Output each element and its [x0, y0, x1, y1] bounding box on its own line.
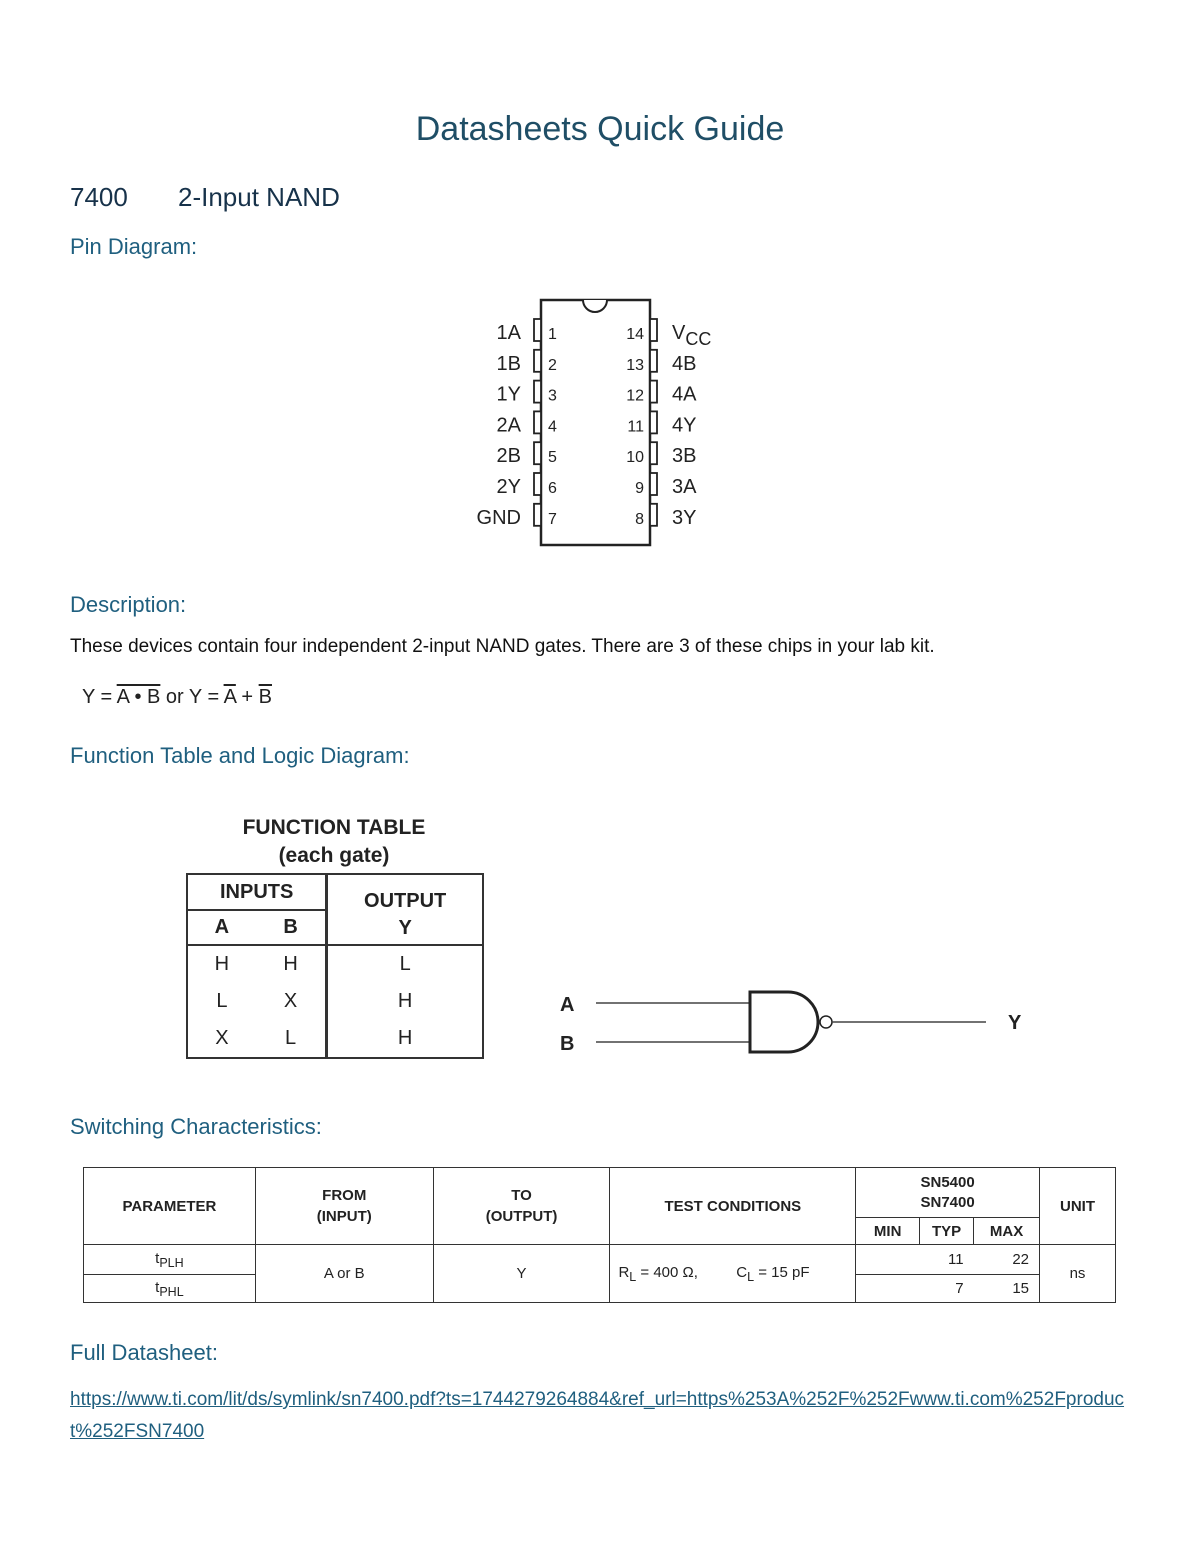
pin-label: 1A: [496, 322, 521, 344]
pin-label-subscript: CC: [685, 329, 712, 349]
pin-lead: [650, 442, 657, 464]
pin-lead: [650, 411, 657, 433]
pin-number: 10: [626, 449, 644, 467]
pin-label: 2B: [496, 445, 521, 468]
pin-number: 14: [626, 326, 644, 343]
function-table: [186, 873, 484, 1059]
pin-number: 1: [548, 326, 557, 343]
output-header: [327, 874, 483, 945]
table-row: [84, 1245, 1116, 1275]
max-header: MAX: [974, 1218, 1040, 1245]
to-value: Y: [433, 1245, 610, 1303]
formula-b-bar: $\overline{B}$: [258, 686, 272, 708]
from-header: FROM (INPUT): [255, 1168, 433, 1245]
col-y-header: Y: [398, 917, 412, 939]
pin-lead: [534, 473, 541, 495]
to-header: TO (OUTPUT): [433, 1168, 610, 1245]
formula-or: or: [160, 686, 189, 708]
cell-a: X: [187, 1020, 256, 1058]
tplh-min: [856, 1245, 920, 1275]
function-table-title-text: FUNCTION TABLE: [242, 816, 426, 839]
datasheet-link[interactable]: https://www.ti.com/lit/ds/symlink/sn7400.pdf?ts=1744279264884&ref_url=https%253A%252F%252Fwww.ti.com%252Fproduct%252FSN7400: [70, 1389, 1125, 1442]
function-table-heading: Function Table and Logic Diagram:: [70, 743, 410, 768]
table-row: [187, 945, 483, 983]
tplh-max: 22: [974, 1245, 1040, 1275]
parameter-header: PARAMETER: [84, 1168, 256, 1245]
pin-label: 1Y: [496, 383, 521, 406]
nand-inverter-bubble: [820, 1016, 832, 1028]
pin-number: 9: [635, 480, 644, 497]
formula-lhs: Y =: [82, 686, 117, 708]
pin-number: 4: [548, 418, 557, 436]
rl-label: R: [618, 1263, 630, 1281]
chip-heading: [70, 182, 340, 213]
pin-label: 2Y: [496, 476, 521, 498]
table-row: [187, 983, 483, 1020]
nand-logic-diagram: [550, 980, 1040, 1060]
from-value: A or B: [255, 1245, 433, 1303]
pin-label: 1B: [496, 352, 521, 375]
col-a-header: A: [187, 910, 256, 945]
pin-number: 5: [548, 449, 557, 467]
cell-a: H: [187, 945, 256, 983]
pin-lead: [534, 504, 541, 526]
pin-diagram-heading: Pin Diagram:: [70, 234, 198, 259]
param-tplh: [84, 1245, 256, 1275]
table-row: [187, 1020, 483, 1058]
unit-header: UNIT: [1040, 1168, 1116, 1245]
pin-diagram: [440, 290, 760, 560]
device-header: SN5400 SN7400: [856, 1168, 1040, 1218]
cl-label: C: [736, 1263, 748, 1281]
pin-lead: [534, 411, 541, 433]
cell-y: L: [327, 945, 483, 983]
formula-term-ab: A • B: [116, 686, 161, 708]
function-table-title: [186, 814, 482, 870]
formula-lhs2: Y =: [188, 686, 224, 708]
full-datasheet-heading: Full Datasheet:: [70, 1340, 218, 1365]
chip-number: 7400: [70, 182, 128, 212]
param-tphl: [84, 1275, 256, 1303]
pin-number: 7: [548, 510, 557, 528]
param-symbol: t: [155, 1249, 160, 1267]
pin-lead: [534, 381, 541, 403]
pin-label: 3Y: [672, 506, 697, 529]
pin-label: GND: [476, 506, 521, 529]
param-subscript: PHL: [159, 1284, 184, 1299]
pin-number: 2: [548, 356, 557, 374]
pin-number: 3: [548, 387, 557, 405]
cl-subscript: L: [747, 1269, 755, 1284]
cell-b: X: [283, 990, 298, 1012]
chip-notch: [583, 300, 607, 312]
pin-label: 4B: [672, 352, 697, 375]
pin-number: 8: [635, 510, 644, 528]
inputs-header: INPUTS: [187, 874, 327, 910]
pin-lead: [534, 319, 541, 341]
pin-lead: [650, 504, 657, 526]
pin-lead: [650, 381, 657, 403]
typ-header: TYP: [920, 1218, 974, 1245]
pin-lead: [650, 319, 657, 341]
min-header: MIN: [856, 1218, 920, 1245]
pin-label: 4A: [672, 383, 697, 406]
pin-number: 11: [627, 418, 644, 436]
pin-lead: [534, 350, 541, 372]
function-table-subtitle: (each gate): [278, 844, 390, 867]
param-subscript: PLH: [159, 1255, 184, 1270]
test-conditions-value: [610, 1245, 856, 1303]
output-header-text: OUTPUT: [364, 890, 447, 912]
tphl-min: [856, 1275, 920, 1303]
logic-output-y: Y: [1008, 1012, 1022, 1034]
formula-plus: +: [235, 686, 259, 708]
pin-label: 3B: [672, 445, 697, 468]
logic-input-b: B: [560, 1033, 575, 1055]
logic-input-a: A: [560, 994, 575, 1016]
pin-label: 4Y: [672, 414, 697, 437]
nand-gate-body: [750, 992, 818, 1052]
pin-lead: [534, 442, 541, 464]
cell-b: L: [256, 1020, 327, 1058]
cell-y: H: [327, 983, 483, 1020]
test-conditions-header: TEST CONDITIONS: [610, 1168, 856, 1245]
switching-table: [83, 1167, 1116, 1303]
pin-lead: [650, 350, 657, 372]
pin-label: 3A: [672, 476, 697, 498]
unit-value: ns: [1040, 1245, 1116, 1303]
pin-lead: [650, 473, 657, 495]
switching-heading: Switching Characteristics:: [70, 1114, 322, 1139]
tphl-typ: 7: [920, 1275, 974, 1303]
pin-number: 12: [626, 387, 644, 405]
col-b-header: B: [256, 910, 327, 945]
rl-subscript: L: [629, 1269, 637, 1284]
cell-y: H: [327, 1020, 483, 1058]
param-symbol: t: [155, 1278, 160, 1296]
page-title: Datasheets Quick Guide: [415, 110, 785, 148]
pin-label: 2A: [496, 414, 521, 437]
tphl-max: 15: [974, 1275, 1040, 1303]
description-heading: Description:: [70, 592, 187, 617]
cell-b: H: [283, 953, 298, 975]
rl-value: = 400 Ω,: [636, 1263, 698, 1281]
cell-a: L: [187, 983, 256, 1020]
boolean-formula: [82, 686, 272, 709]
chip-name: 2-Input NAND: [178, 182, 340, 212]
formula-a-bar: $\overline{A}$: [223, 686, 236, 708]
pin-number: 6: [548, 480, 557, 497]
pin-number: 13: [626, 356, 644, 374]
pin-label: VCC: [672, 322, 712, 349]
cl-value: = 15 pF: [754, 1263, 810, 1281]
tplh-typ: 11: [920, 1245, 974, 1275]
description-text: These devices contain four independent 2-input NAND gates. There are 3 of these chips in your lab kit.: [70, 636, 935, 657]
